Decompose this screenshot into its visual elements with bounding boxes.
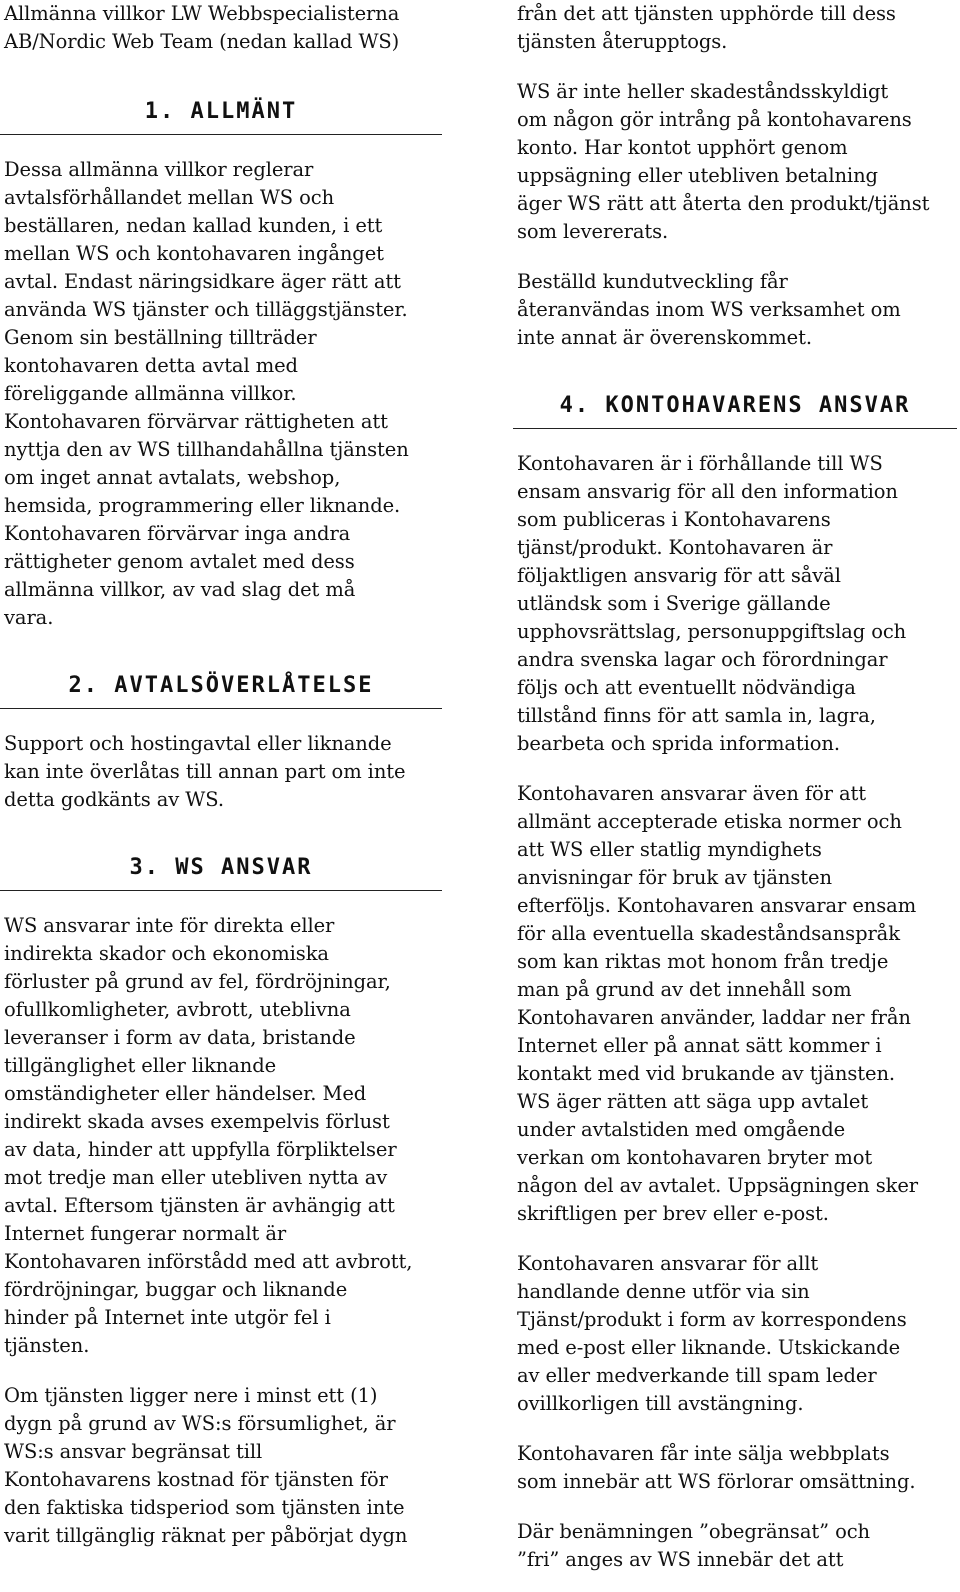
section-heading-avtalsoverlatelse: 2. AVTALSÖVERLÅTELSE [0, 674, 442, 709]
section-text-kontohavarens-ansvar-1: Kontohavaren är i förhållande till WS ensam ansvarig för all den information som publiceras i Kontohavarens tjänst/produkt. Kontohavaren är följaktligen ansvarig för att såväl utländsk som i Sverige gällande upphovsrättslag, personuppgiftslag och andra svenska lagar och förordningar följs och att eventuellt nödvändiga tillstånd finns för att samla in, lagra, bearbeta och sprida information. [517, 452, 907, 755]
section-heading-ws-ansvar: 3. WS ANSVAR [0, 856, 442, 891]
section-text-allmant: Dessa allmänna villkor reglerar avtalsförhållandet mellan WS och beställaren, nedan kallad kunden, i ett mellan WS och kontohavaren ingånget avtal. Endast näringsidkare äger rätt att använda WS tjänster och tilläggstjänster. Genom sin beställning tillträder kontohavaren detta avtal med föreliggande allmänna villkor. Kontohavaren förvärvar rättigheten att nyttja den av WS tillhandahållna tjänsten om inget annat avtalats, webshop, hemsida, programmering eller liknande. Kontohavaren förvärvar inga andra rättigheter genom avtalet med dess allmänna villkor, av vad slag det må vara. [4, 158, 409, 629]
section-text-kontohavarens-ansvar-3: Kontohavaren ansvarar för allt handlande denne utför via sin Tjänst/produkt i form av korrespondens med e-post eller liknande. Utskickande av eller medverkande till spam leder ovillkorligen till avstängning. [517, 1252, 907, 1415]
right-column [517, 0, 957, 1574]
continued-text-2: WS är inte heller skadeståndsskyldigt om någon gör intrång på kontohavarens konto. Har kontot upphört genom uppsägning eller utebliven betalning äger WS rätt att återta den produkt/tjänst som levererats. [517, 80, 930, 243]
section-heading-kontohavarens-ansvar: 4. KONTOHAVARENS ANSVAR [513, 394, 957, 429]
section-text-avtalsoverlatelse: Support och hostingavtal eller liknande kan inte överlåtas till annan part om inte detta godkänts av WS. [4, 732, 406, 811]
continued-text-3: Beställd kundutveckling får återanvändas inom WS verksamhet om inte annat är överenskommet. [517, 270, 901, 349]
continued-text-1: från det att tjänsten upphörde till dess tjänsten återupptogs. [517, 2, 896, 53]
section-text-ws-ansvar-2: Om tjänsten ligger nere i minst ett (1) dygn på grund av WS:s försumlighet, är WS:s ansvar begränsat till Kontohavarens kostnad för tjänsten för den faktiska tidsperiod som tjänsten inte varit tillgänglig räknat per påbörjat dygn [4, 1384, 408, 1547]
section-heading-allmant: 1. ALLMÄNT [0, 100, 442, 135]
section-text-kontohavarens-ansvar-2: Kontohavaren ansvarar även för att allmänt accepterade etiska normer och att WS eller statlig myndighets anvisningar för bruk av tjänsten efterföljs. Kontohavaren ansvarar ensam för alla eventuella skadeståndsanspråk som kan riktas mot honom från tredje man på grund av det innehåll som Kontohavaren använder, laddar ner från Internet eller på annat sätt kommer i kontakt med vid brukande av tjänsten. WS äger rätten att säga upp avtalet under avtalstiden med omgående verkan om kontohavaren bryter mot någon del av avtalet. Uppsägningen sker skriftligen per brev eller e-post. [517, 782, 919, 1225]
document-intro: Allmänna villkor LW Webbspecialisterna AB/Nordic Web Team (nedan kallad WS) [4, 2, 400, 53]
left-column [4, 0, 444, 1550]
section-text-kontohavarens-ansvar-4: Kontohavaren får inte sälja webbplats som innebär att WS förlorar omsättning. [517, 1442, 916, 1493]
section-text-ws-ansvar-1: WS ansvarar inte för direkta eller indirekta skador och ekonomiska förluster på grund av fel, fördröjningar, ofullkomligheter, avbrott, uteblivna leveranser i form av data, bristande tillgänglighet eller liknande omständigheter eller händelser. Med indirekt skada avses exempelvis förlust av data, hinder att uppfylla förpliktelser mot tredje man eller utebliven nytta av avtal. Eftersom tjänsten är avhängig att Internet fungerar normalt är Kontohavaren införstådd med att avbrott, fördröjningar, buggar och liknande hinder på Internet inte utgör fel i tjänsten. [4, 914, 413, 1357]
section-text-kontohavarens-ansvar-5: Där benämningen ”obegränsat” och ”fri” anges av WS innebär det att [517, 1520, 870, 1571]
